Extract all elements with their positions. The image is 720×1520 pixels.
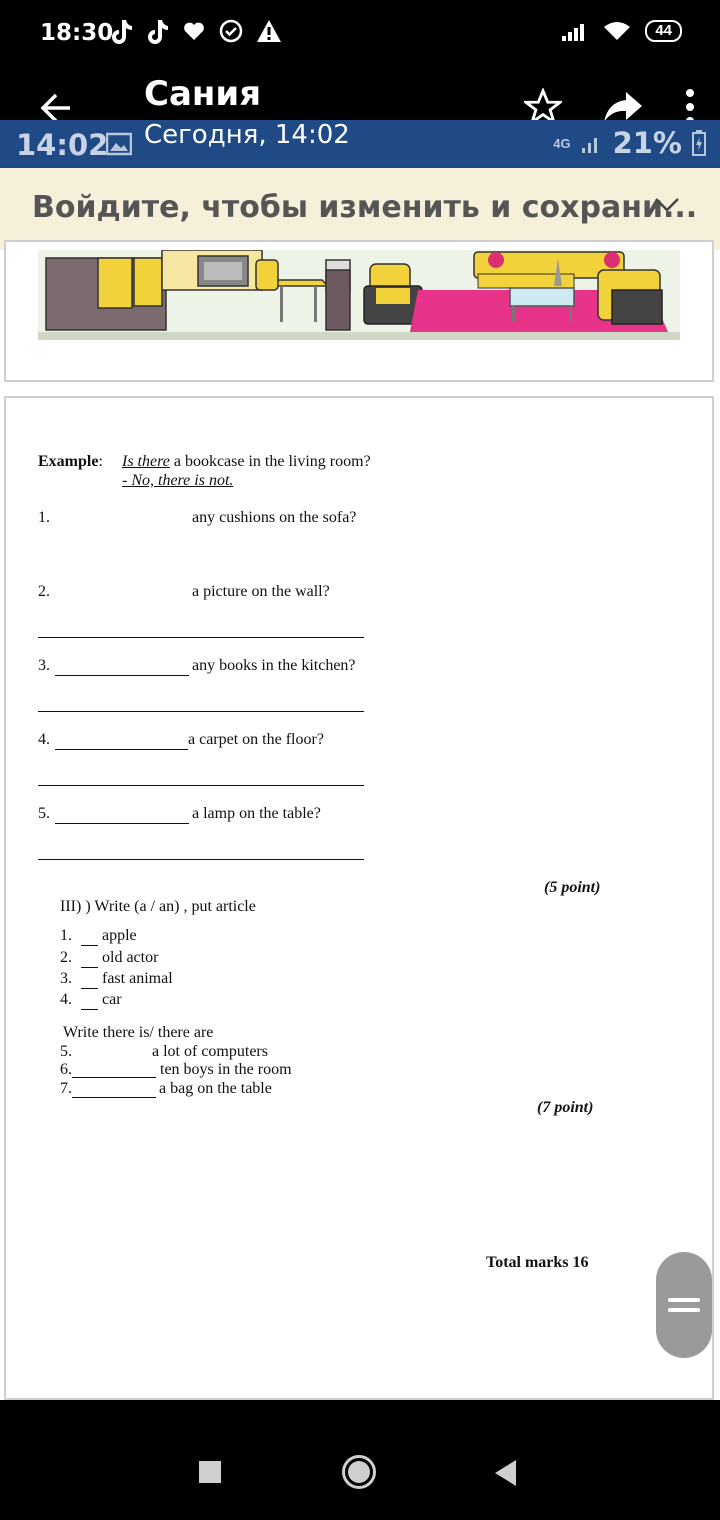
article-word: car [102,991,122,1008]
back-triangle-icon[interactable] [494,1459,518,1487]
points-label: (7 point) [537,1099,594,1116]
thereis-number: 5. [60,1043,72,1060]
thereis-blank[interactable] [72,1097,156,1098]
article-blank[interactable] [81,1009,98,1010]
section-title: Write there is/ there are [63,1024,214,1041]
check-circle-icon [218,18,244,44]
signal-icon [581,132,603,154]
question-number: 4. [38,731,50,748]
message-timestamp: Сегодня, 14:02 [144,120,350,150]
thereis-text: a lot of computers [152,1043,268,1060]
article-number: 4. [60,991,72,1008]
article-blank[interactable] [81,967,98,968]
article-number: 3. [60,970,72,987]
sender-name: Сания [144,74,262,114]
wifi-icon [603,20,631,42]
answer-line[interactable] [38,785,364,786]
app-header [0,70,720,122]
example-question-underlined: Is there [122,453,170,470]
thereis-number: 6. [60,1061,72,1078]
inner-battery-pct: 21% [612,126,682,160]
system-nav-bar [0,1400,720,1520]
network-type: 4G [553,135,571,151]
article-blank[interactable] [81,988,98,989]
battery-level: 44 [645,20,682,42]
answer-line[interactable] [38,637,364,638]
chevron-down-icon[interactable] [654,196,680,214]
warning-icon [256,18,282,44]
gallery-icon [106,132,132,156]
thereis-blank[interactable] [72,1077,156,1078]
room-illustration [38,250,680,340]
answer-line[interactable] [38,859,364,860]
example-question [122,453,371,471]
thereis-number: 7. [60,1080,72,1097]
scroll-handle[interactable] [656,1252,712,1358]
example-question-rest: a bookcase in the living room? [169,453,371,470]
example-colon: : [98,453,103,470]
tiktok-icon [146,18,170,46]
tiktok-icon [110,18,134,46]
total-marks: Total marks 16 [486,1254,589,1271]
status-time: 18:30 [40,20,114,46]
example-answer: - No, there is not. [122,472,234,489]
thereis-text: a bag on the table [159,1080,272,1097]
status-right [561,20,682,42]
question-number: 3. [38,657,50,674]
question-text: a picture on the wall? [192,583,330,600]
article-number: 2. [60,949,72,966]
question-text: any books in the kitchen? [192,657,356,674]
inner-status-right [553,126,706,160]
article-blank[interactable] [81,945,98,946]
question-text: any cushions on the sofa? [192,509,357,526]
question-number: 2. [38,583,50,600]
points-label: (5 point) [544,879,601,896]
fill-in-blank[interactable] [55,675,189,676]
signal-icon [561,20,589,42]
article-number: 1. [60,927,72,944]
answer-line[interactable] [38,711,364,712]
banner-text: Войдите, чтобы изменить и сохрани... [32,190,698,225]
article-word: apple [102,927,137,944]
inner-time: 14:02 [16,128,109,162]
example-row [38,453,103,471]
section-title: III) ) Write (a / an) , put article [60,898,256,915]
thereis-text: ten boys in the room [160,1061,292,1078]
inner-status-bar [0,120,720,168]
question-text: a lamp on the table? [192,805,321,822]
notification-icons [110,18,282,46]
question-text: a carpet on the floor? [188,731,324,748]
home-circle-icon[interactable] [341,1454,377,1490]
fill-in-blank[interactable] [55,749,188,750]
question-number: 1. [38,509,50,526]
example-label: Example [38,453,99,470]
fill-in-blank[interactable] [55,823,189,824]
signin-banner[interactable] [0,168,720,250]
question-number: 5. [38,805,50,822]
battery-charging-icon [692,130,706,156]
recents-square-icon[interactable] [198,1460,222,1484]
status-bar [0,0,720,70]
article-word: fast animal [102,970,173,987]
article-word: old actor [102,949,159,966]
heart-icon [182,18,206,44]
